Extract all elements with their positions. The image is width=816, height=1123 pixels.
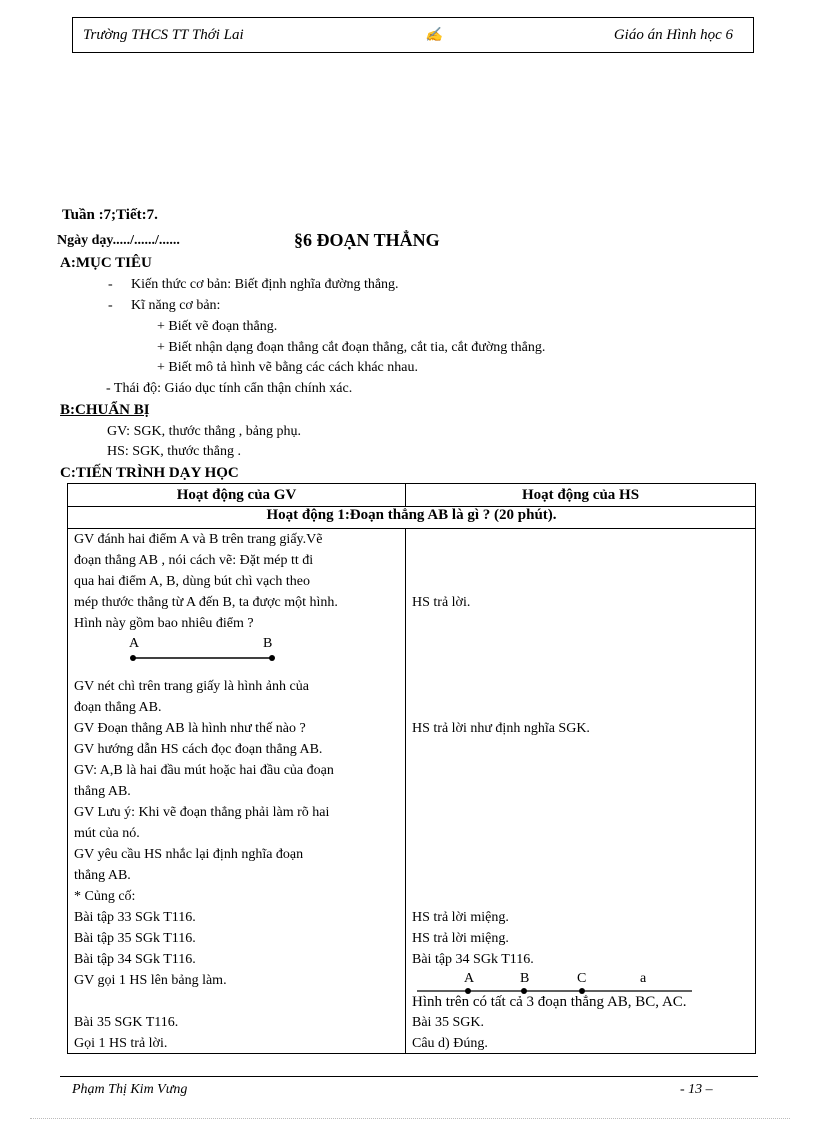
- objective-attitude: - Thái độ: Giáo dục tính cẩn thận chính xác.: [106, 381, 353, 396]
- gv-line: * Củng cố:: [74, 889, 136, 904]
- objective-skill-2: + Biết nhận dạng đoạn thẳng cắt đoạn thẳng, cắt tia, cắt đường thẳng.: [157, 340, 546, 355]
- section-c-heading: C:TIẾN TRÌNH DẠY HỌC: [60, 465, 239, 481]
- col-header-gv: Hoạt động của GV: [68, 484, 406, 507]
- gv-line: GV Lưu ý: Khi vẽ đoạn thẳng phải làm rõ hai: [74, 805, 330, 820]
- lesson-title: §6 ĐOẠN THẲNG: [294, 230, 440, 250]
- section-a-heading: A:MỤC TIÊU: [60, 255, 152, 271]
- gv-line: Gọi 1 HS trả lời.: [74, 1036, 168, 1051]
- activity-table: [67, 483, 756, 1054]
- gv-line: đoạn thẳng AB , nói cách vẽ: Đặt mép tt đi: [74, 553, 314, 568]
- gv-line: Hình này gồm bao nhiêu điểm ?: [74, 616, 254, 631]
- hs-line: Bài tập 34 SGk T116.: [412, 952, 534, 967]
- objective-dash-2: -: [108, 298, 113, 313]
- school-name: Trường THCS TT Thới Lai: [83, 27, 244, 43]
- gv-line: Bài tập 35 SGk T116.: [74, 931, 196, 946]
- prep-teacher: GV: SGK, thước thẳng , bảng phụ.: [107, 424, 301, 439]
- point-b-dot: [269, 655, 275, 661]
- point-b-label: B: [520, 971, 530, 986]
- point-a-dot: [130, 655, 136, 661]
- hs-line: HS trả lời.: [412, 595, 471, 610]
- gv-line: GV: A,B là hai đầu mút hoặc hai đầu của đoạn: [74, 763, 334, 778]
- page-header: [72, 17, 754, 53]
- col-header-hs: Hoạt động của HS: [406, 484, 756, 507]
- gv-line: qua hai điểm A, B, dùng bút chì vạch theo: [74, 574, 311, 589]
- segment-ab-figure: [108, 633, 328, 663]
- hs-line: Bài 35 SGK.: [412, 1015, 484, 1030]
- point-a-label: A: [464, 971, 475, 986]
- hs-line: HS trả lời miệng.: [412, 910, 509, 925]
- gv-line: Bài 35 SGK T116.: [74, 1015, 179, 1030]
- section-b-heading: B:CHUẨN BỊ: [60, 402, 150, 418]
- gv-line: GV hướng dẫn HS cách đọc đoạn thẳng AB.: [74, 742, 323, 757]
- teaching-date: Ngày dạy...../....../......: [57, 233, 180, 248]
- objective-knowledge: Kiến thức cơ bản: Biết định nghĩa đường thẳng.: [131, 277, 399, 292]
- hs-cell: [406, 529, 756, 1054]
- gv-line: đoạn thẳng AB.: [74, 700, 162, 715]
- gv-line: Bài tập 33 SGk T116.: [74, 910, 196, 925]
- gv-line: Bài tập 34 SGk T116.: [74, 952, 196, 967]
- prep-student: HS: SGK, thước thẳng .: [107, 444, 241, 459]
- objective-dash-1: -: [108, 277, 113, 292]
- objective-skills: Kĩ năng cơ bản:: [131, 298, 221, 313]
- gv-line: mút của nó.: [74, 826, 140, 841]
- gv-line: thẳng AB.: [74, 868, 131, 883]
- point-a-label: A: [129, 636, 140, 651]
- gv-line: GV gọi 1 HS lên bảng làm.: [74, 973, 227, 988]
- header-mark: ✍: [425, 28, 443, 43]
- gv-line: GV đánh hai điểm A và B trên trang giấy.Vẽ: [74, 532, 323, 547]
- objective-skill-3: + Biết mô tả hình vẽ bằng các cách khác nhau.: [157, 360, 418, 375]
- hs-line: HS trả lời như định nghĩa SGK.: [412, 721, 590, 736]
- objective-skill-1: + Biết vẽ đoạn thẳng.: [157, 319, 278, 334]
- gv-line: GV yêu cầu HS nhắc lại định nghĩa đoạn: [74, 847, 304, 862]
- gv-line: GV Đoạn thẳng AB là hình như thế nào ?: [74, 721, 306, 736]
- week-lesson: Tuần :7;Tiết:7.: [62, 207, 158, 223]
- gv-line: thẳng AB.: [74, 784, 131, 799]
- footer-rule: [60, 1076, 758, 1077]
- activity-1-title: Hoạt động 1:Đoạn thẳng AB là gì ? (20 phút).: [68, 507, 756, 529]
- page-number: - 13 –: [680, 1082, 713, 1097]
- point-c-label: C: [577, 971, 587, 986]
- hs-line: Hình trên có tất cả 3 đoạn thẳng AB, BC, AC.: [412, 994, 687, 1010]
- author-name: Phạm Thị Kim Vưng: [72, 1082, 188, 1097]
- hs-line: Câu d) Đúng.: [412, 1036, 488, 1051]
- gv-line: mép thước thẳng từ A đến B, ta được một hình.: [74, 595, 338, 610]
- line-a-label: a: [640, 971, 647, 986]
- point-b-label: B: [263, 636, 273, 651]
- gv-cell: [68, 529, 406, 1054]
- hs-line: HS trả lời miệng.: [412, 931, 509, 946]
- gv-line: GV nét chì trên trang giấy là hình ảnh của: [74, 679, 309, 694]
- subject-name: Giáo án Hình học 6: [613, 27, 733, 43]
- page-edge-dots: [30, 1118, 790, 1119]
